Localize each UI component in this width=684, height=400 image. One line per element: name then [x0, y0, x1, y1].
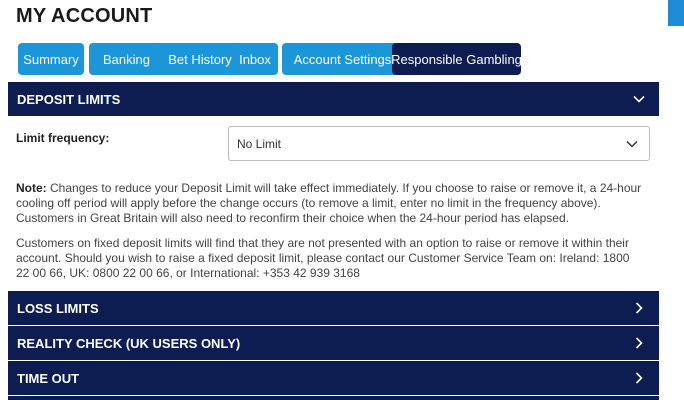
deposit-limit-note — [16, 181, 646, 226]
page-title: MY ACCOUNT — [16, 5, 153, 27]
fixed-limits-text: Customers on fixed deposit limits will find that they are not presented with an option to raise or remove it within their account. Should you wish to raise a fixed deposit limit, please contact our Customer Service Team on: Ireland: 1800 22 00 66, UK: 0800 22 00 66, or International: +353 42 939 3168 — [16, 236, 630, 280]
limit-frequency-value: No Limit — [237, 136, 282, 151]
chevron-down-icon — [625, 137, 639, 151]
deposit-limits-header[interactable] — [8, 82, 659, 116]
reality-check-title: REALITY CHECK (UK USERS ONLY) — [17, 335, 241, 351]
loss-limits-header[interactable] — [8, 291, 659, 325]
reality-check-header[interactable] — [8, 326, 659, 360]
tab-inbox[interactable]: Inbox — [232, 43, 278, 75]
chevron-down-icon — [631, 91, 647, 107]
tab-summary[interactable]: Summary — [18, 43, 84, 75]
tab-account-settings[interactable]: Account Settings — [282, 43, 403, 75]
chevron-right-icon — [631, 335, 647, 351]
chevron-right-icon — [631, 300, 647, 316]
tab-banking[interactable]: Banking — [89, 43, 164, 75]
deposit-limits-title: DEPOSIT LIMITS — [17, 91, 121, 107]
tab-bet-history[interactable]: Bet History — [155, 43, 245, 75]
loss-limits-title: LOSS LIMITS — [17, 300, 99, 316]
next-section-header[interactable] — [8, 396, 659, 400]
scroll-indicator[interactable] — [668, 0, 684, 26]
note-text: Changes to reduce your Deposit Limit will take effect immediately. If you choose to raise or remove it, a 24-hour cooling off period will apply before the change occurs (to remove a limit, enter no limit in the frequency above). Customers in Great Britain will also need to reconfirm their choice when the 24-hour period has elapsed. — [16, 181, 642, 225]
note-label: Note: — [16, 181, 47, 195]
time-out-header[interactable] — [8, 361, 659, 395]
limit-frequency-select[interactable] — [228, 126, 650, 161]
chevron-right-icon — [631, 370, 647, 386]
limit-frequency-label: Limit frequency: — [16, 131, 110, 145]
tab-responsible-gambling[interactable]: Responsible Gambling — [392, 43, 521, 75]
time-out-title: TIME OUT — [17, 370, 80, 386]
